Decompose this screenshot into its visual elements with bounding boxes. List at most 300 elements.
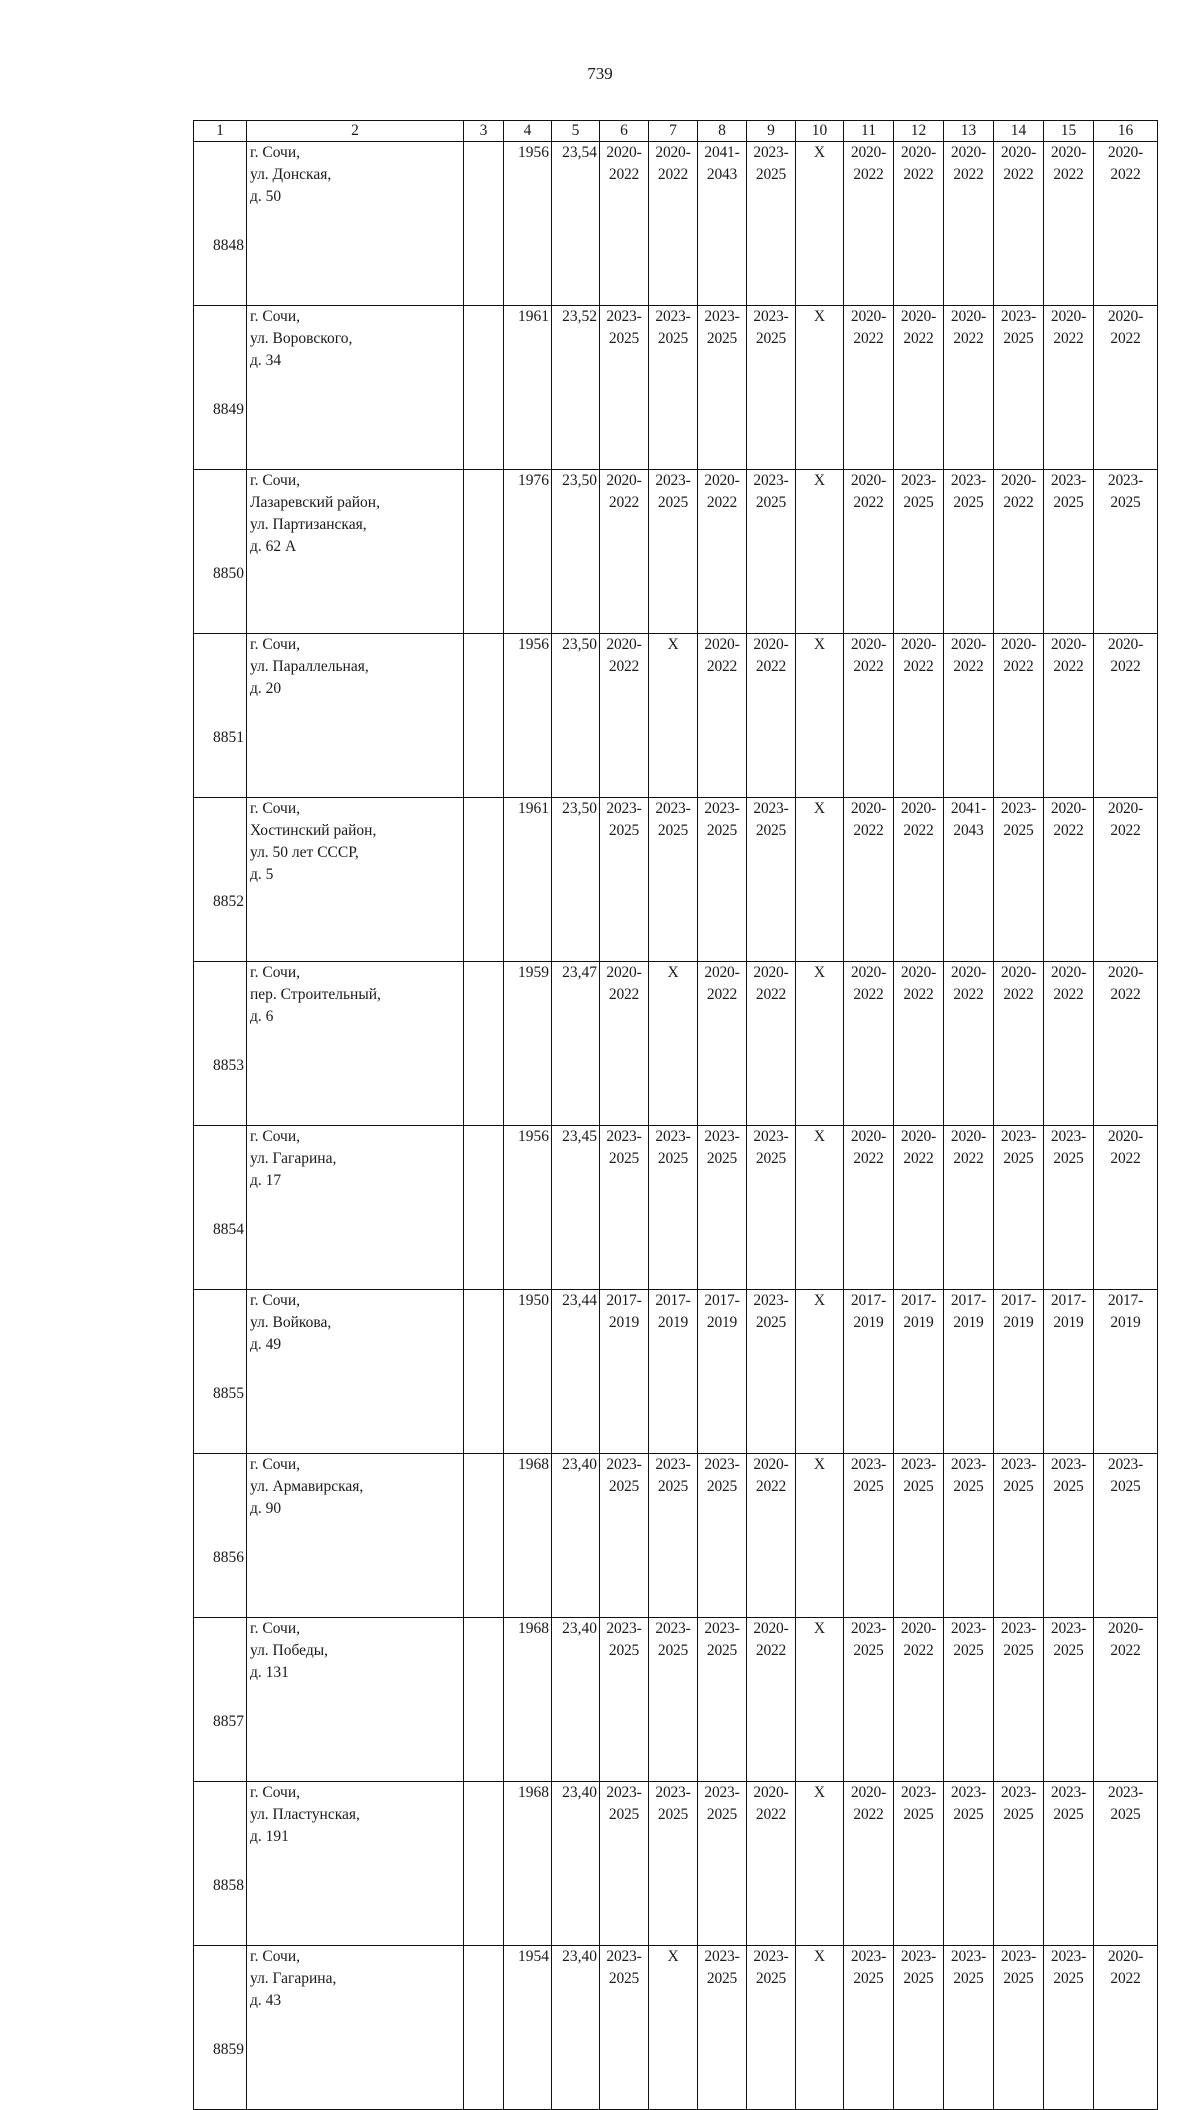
address-line: г. Сочи,	[250, 800, 301, 817]
column-10-mark: X	[796, 1946, 844, 2110]
year-built: 1959	[504, 962, 552, 1126]
period-cell-13	[944, 1782, 994, 1946]
period-cell-15	[1044, 142, 1094, 306]
period-cell-16	[1094, 1290, 1158, 1454]
period-value: 2023- 2025	[950, 472, 987, 511]
address-line: Лазаревский район,	[250, 494, 380, 511]
period-cell-12	[894, 1618, 944, 1782]
address-cell	[247, 306, 464, 470]
table-row	[194, 798, 1158, 962]
column-10-mark: X	[796, 1618, 844, 1782]
column-10-mark: X	[796, 1782, 844, 1946]
period-value: 2023- 2025	[753, 472, 789, 511]
period-value: 2017- 2019	[655, 1292, 691, 1331]
period-value: 2023- 2025	[950, 1948, 987, 1987]
period-value: 2020- 2022	[850, 308, 887, 347]
period-cell-12	[894, 798, 944, 962]
period-cell-8	[698, 1782, 747, 1946]
address-line: г. Сочи,	[250, 636, 301, 653]
address-line: д. 62 А	[250, 538, 297, 555]
period-cell-8	[698, 1454, 747, 1618]
period-value: 2023- 2025	[1000, 1128, 1037, 1167]
period-cell-6	[600, 470, 649, 634]
housing-register-table	[193, 120, 1158, 2110]
empty-cell-3	[464, 1126, 504, 1290]
period-cell-15	[1044, 1946, 1094, 2110]
period-value: 2020- 2022	[606, 636, 642, 675]
period-value: 2023- 2025	[704, 1948, 740, 1987]
address-line: ул. 50 лет СССР,	[250, 844, 359, 861]
period-value: 2023- 2025	[606, 1128, 642, 1167]
period-cell-6	[600, 1782, 649, 1946]
period-cell-9	[747, 1290, 796, 1454]
table-row	[194, 1946, 1158, 2110]
table-row	[194, 1126, 1158, 1290]
empty-cell-3	[464, 1782, 504, 1946]
period-cell-14	[994, 1290, 1044, 1454]
period-value: 2023- 2025	[704, 308, 740, 347]
address-line: д. 191	[250, 1828, 289, 1845]
period-value: 2020- 2022	[1107, 800, 1144, 839]
period-cell-13	[944, 634, 994, 798]
area-value: 23,45	[552, 1126, 600, 1290]
record-number: 8853	[194, 962, 247, 1126]
address-cell	[247, 1290, 464, 1454]
period-value: 2023- 2025	[950, 1620, 987, 1659]
period-value: 2023- 2025	[655, 308, 691, 347]
period-value: 2020- 2022	[753, 1784, 789, 1823]
period-value: 2020- 2022	[606, 472, 642, 511]
period-value: 2020- 2022	[1107, 1620, 1144, 1659]
address-cell	[247, 1126, 464, 1290]
address-line: ул. Гагарина,	[250, 1970, 337, 1987]
period-value: 2020- 2022	[1107, 1948, 1144, 1987]
period-value: 2023- 2025	[704, 1620, 740, 1659]
year-built: 1956	[504, 634, 552, 798]
empty-cell-3	[464, 470, 504, 634]
period-cell-9	[747, 1782, 796, 1946]
period-value: 2020- 2022	[704, 472, 740, 511]
period-value: 2020- 2022	[950, 308, 987, 347]
period-cell-11	[844, 1290, 894, 1454]
period-cell-6	[600, 142, 649, 306]
address-line: д. 5	[250, 866, 274, 883]
address-line: г. Сочи,	[250, 964, 301, 981]
period-value: 2020- 2022	[900, 964, 937, 1003]
year-built: 1961	[504, 798, 552, 962]
period-cell-15	[1044, 1782, 1094, 1946]
column-10-mark: X	[796, 962, 844, 1126]
column-10-mark: X	[796, 470, 844, 634]
period-cell-8	[698, 1946, 747, 2110]
period-value: 2020- 2022	[850, 472, 887, 511]
period-cell-9	[747, 798, 796, 962]
period-cell-8	[698, 470, 747, 634]
table-row	[194, 962, 1158, 1126]
year-built: 1961	[504, 306, 552, 470]
period-value: 2020- 2022	[1050, 800, 1087, 839]
period-cell-16	[1094, 1782, 1158, 1946]
area-value: 23,54	[552, 142, 600, 306]
period-value: 2023- 2025	[1107, 1784, 1144, 1823]
table-row	[194, 1782, 1158, 1946]
period-value: 2020- 2022	[900, 144, 937, 183]
period-cell-14	[994, 962, 1044, 1126]
period-value: 2020- 2022	[1107, 636, 1144, 675]
period-value: 2020- 2022	[753, 1456, 789, 1495]
address-line: пер. Строительный,	[250, 986, 381, 1003]
period-cell-13	[944, 306, 994, 470]
period-cell-11	[844, 306, 894, 470]
period-value: 2020- 2022	[606, 964, 642, 1003]
period-cell-11	[844, 962, 894, 1126]
address-line: д. 34	[250, 352, 282, 369]
period-cell-16	[1094, 1618, 1158, 1782]
period-cell-7	[649, 470, 698, 634]
year-built: 1954	[504, 1946, 552, 2110]
period-value: 2020- 2022	[900, 636, 937, 675]
period-cell-7	[649, 1618, 698, 1782]
period-cell-14	[994, 1782, 1044, 1946]
period-value: 2020- 2022	[1107, 144, 1144, 183]
period-cell-16	[1094, 1454, 1158, 1618]
address-line: г. Сочи,	[250, 1620, 301, 1637]
column-10-mark: X	[796, 142, 844, 306]
period-cell-6	[600, 1290, 649, 1454]
period-value: 2020- 2022	[850, 636, 887, 675]
period-cell-7	[649, 306, 698, 470]
period-value: 2023- 2025	[753, 1948, 789, 1987]
period-value: 2023- 2025	[704, 1784, 740, 1823]
address-line: д. 50	[250, 188, 282, 205]
empty-cell-3	[464, 962, 504, 1126]
period-cell-11	[844, 798, 894, 962]
empty-cell-3	[464, 142, 504, 306]
period-value: 2020- 2022	[1107, 964, 1144, 1003]
address-line: г. Сочи,	[250, 1292, 301, 1309]
period-cell-7: X	[649, 634, 698, 798]
period-cell-13	[944, 962, 994, 1126]
period-value: 2023- 2025	[606, 308, 642, 347]
column-header: 13	[944, 121, 994, 142]
period-cell-6	[600, 962, 649, 1126]
period-value: 2023- 2025	[1050, 1456, 1087, 1495]
period-value: 2023- 2025	[753, 1292, 789, 1331]
empty-cell-3	[464, 798, 504, 962]
period-cell-14	[994, 470, 1044, 634]
period-value: 2023- 2025	[704, 1128, 740, 1167]
period-cell-13	[944, 1946, 994, 2110]
column-header: 6	[600, 121, 649, 142]
period-value: 2023- 2025	[655, 1620, 691, 1659]
period-value: 2020- 2022	[950, 1128, 987, 1167]
period-cell-14	[994, 1946, 1044, 2110]
period-value: 2023- 2025	[606, 1620, 642, 1659]
period-value: 2023- 2025	[704, 800, 740, 839]
period-cell-7: X	[649, 962, 698, 1126]
period-value: 2023- 2025	[655, 1128, 691, 1167]
period-value: 2020- 2022	[1050, 308, 1087, 347]
column-10-mark: X	[796, 1454, 844, 1618]
table-row	[194, 306, 1158, 470]
column-header: 8	[698, 121, 747, 142]
address-line: ул. Армавирская,	[250, 1478, 364, 1495]
period-cell-7	[649, 1290, 698, 1454]
address-cell	[247, 1946, 464, 2110]
period-value: 2023- 2025	[606, 800, 642, 839]
period-value: 2020- 2022	[900, 308, 937, 347]
period-cell-12	[894, 306, 944, 470]
period-cell-13	[944, 142, 994, 306]
period-cell-15	[1044, 470, 1094, 634]
column-header: 5	[552, 121, 600, 142]
period-value: 2041- 2043	[704, 144, 740, 183]
column-10-mark: X	[796, 1290, 844, 1454]
period-cell-13	[944, 1454, 994, 1618]
period-value: 2020- 2022	[900, 800, 937, 839]
period-cell-7	[649, 1782, 698, 1946]
address-cell	[247, 1454, 464, 1618]
column-10-mark: X	[796, 798, 844, 962]
period-value: 2017- 2019	[606, 1292, 642, 1331]
address-line: ул. Параллельная,	[250, 658, 369, 675]
record-number: 8852	[194, 798, 247, 962]
address-line: г. Сочи,	[250, 1456, 301, 1473]
period-cell-14	[994, 1618, 1044, 1782]
period-value: 2023- 2025	[704, 1456, 740, 1495]
period-cell-11	[844, 1618, 894, 1782]
table-row	[194, 1454, 1158, 1618]
period-cell-14	[994, 142, 1044, 306]
period-cell-13	[944, 798, 994, 962]
address-line: ул. Войкова,	[250, 1314, 332, 1331]
area-value: 23,40	[552, 1454, 600, 1618]
table-row	[194, 142, 1158, 306]
page-number: 739	[587, 64, 613, 83]
period-value: 2020- 2022	[1107, 1128, 1144, 1167]
column-header: 10	[796, 121, 844, 142]
period-cell-9	[747, 962, 796, 1126]
address-line: д. 17	[250, 1172, 282, 1189]
period-cell-15	[1044, 1290, 1094, 1454]
column-number-row	[194, 121, 1158, 142]
period-value: 2023- 2025	[1000, 1456, 1037, 1495]
period-cell-16	[1094, 1126, 1158, 1290]
period-value: 2020- 2022	[1000, 964, 1037, 1003]
period-value: 2020- 2022	[753, 1620, 789, 1659]
period-value: 2023- 2025	[1000, 1784, 1037, 1823]
record-number: 8858	[194, 1782, 247, 1946]
area-value: 23,44	[552, 1290, 600, 1454]
area-value: 23,52	[552, 306, 600, 470]
period-cell-15	[1044, 1454, 1094, 1618]
period-cell-6	[600, 798, 649, 962]
period-value: 2023- 2025	[1050, 1620, 1087, 1659]
period-cell-16	[1094, 470, 1158, 634]
period-cell-9	[747, 470, 796, 634]
period-value: 2023- 2025	[655, 800, 691, 839]
period-cell-13	[944, 1618, 994, 1782]
period-value: 2023- 2025	[1050, 1948, 1087, 1987]
period-value: 2023- 2025	[753, 800, 789, 839]
period-value: 2020- 2022	[850, 1784, 887, 1823]
column-header: 14	[994, 121, 1044, 142]
period-cell-11	[844, 1126, 894, 1290]
period-cell-12	[894, 1946, 944, 2110]
column-header: 9	[747, 121, 796, 142]
year-built: 1956	[504, 1126, 552, 1290]
period-value: 2023- 2025	[950, 1456, 987, 1495]
address-line: ул. Победы,	[250, 1642, 329, 1659]
area-value: 23,40	[552, 1946, 600, 2110]
address-line: д. 49	[250, 1336, 282, 1353]
period-cell-16	[1094, 634, 1158, 798]
period-cell-8	[698, 1126, 747, 1290]
period-value: 2020- 2022	[753, 636, 789, 675]
period-cell-8	[698, 798, 747, 962]
address-line: д. 20	[250, 680, 282, 697]
period-cell-12	[894, 962, 944, 1126]
period-cell-16	[1094, 798, 1158, 962]
column-header: 1	[194, 121, 247, 142]
record-number: 8851	[194, 634, 247, 798]
empty-cell-3	[464, 1454, 504, 1618]
table-row	[194, 470, 1158, 634]
empty-cell-3	[464, 634, 504, 798]
area-value: 23,40	[552, 1782, 600, 1946]
year-built: 1968	[504, 1618, 552, 1782]
period-cell-7	[649, 142, 698, 306]
period-value: 2020- 2022	[655, 144, 691, 183]
address-line: д. 43	[250, 1992, 282, 2009]
address-line: ул. Гагарина,	[250, 1150, 337, 1167]
period-value: 2020- 2022	[1000, 636, 1037, 675]
period-value: 2017- 2019	[1050, 1292, 1087, 1331]
period-cell-6	[600, 306, 649, 470]
period-cell-12	[894, 1782, 944, 1946]
address-line: Хостинский район,	[250, 822, 377, 839]
address-line: г. Сочи,	[250, 308, 301, 325]
address-cell	[247, 634, 464, 798]
table-row	[194, 634, 1158, 798]
period-value: 2020- 2022	[950, 636, 987, 675]
address-line: г. Сочи,	[250, 144, 301, 161]
period-value: 2023- 2025	[753, 308, 789, 347]
year-built: 1968	[504, 1454, 552, 1618]
table-row	[194, 1618, 1158, 1782]
period-value: 2017- 2019	[704, 1292, 740, 1331]
address-cell	[247, 142, 464, 306]
period-cell-15	[1044, 1126, 1094, 1290]
column-header: 12	[894, 121, 944, 142]
period-value: 2017- 2019	[1107, 1292, 1144, 1331]
year-built: 1968	[504, 1782, 552, 1946]
period-value: 2023- 2025	[606, 1456, 642, 1495]
period-cell-12	[894, 1126, 944, 1290]
period-cell-11	[844, 470, 894, 634]
period-value: 2020- 2022	[704, 964, 740, 1003]
period-value: 2023- 2025	[1050, 1784, 1087, 1823]
period-value: 2020- 2022	[1107, 308, 1144, 347]
period-cell-8	[698, 306, 747, 470]
period-value: 2023- 2025	[1050, 472, 1087, 511]
period-value: 2023- 2025	[900, 472, 937, 511]
period-value: 2023- 2025	[1000, 1948, 1037, 1987]
period-value: 2023- 2025	[606, 1784, 642, 1823]
address-line: ул. Партизанская,	[250, 516, 367, 533]
area-value: 23,40	[552, 1618, 600, 1782]
period-cell-8	[698, 1290, 747, 1454]
period-value: 2020- 2022	[1050, 144, 1087, 183]
address-line: д. 6	[250, 1008, 274, 1025]
address-line: г. Сочи,	[250, 1948, 301, 1965]
period-value: 2023- 2025	[850, 1456, 887, 1495]
period-cell-7: X	[649, 1946, 698, 2110]
period-cell-15	[1044, 962, 1094, 1126]
period-cell-8	[698, 142, 747, 306]
period-cell-12	[894, 1290, 944, 1454]
period-cell-9	[747, 1946, 796, 2110]
record-number: 8856	[194, 1454, 247, 1618]
period-value: 2023- 2025	[900, 1456, 937, 1495]
period-value: 2023- 2025	[655, 1784, 691, 1823]
period-cell-15	[1044, 634, 1094, 798]
address-line: г. Сочи,	[250, 1128, 301, 1145]
period-cell-14	[994, 1454, 1044, 1618]
period-value: 2020- 2022	[1050, 636, 1087, 675]
period-value: 2020- 2022	[704, 636, 740, 675]
period-value: 2020- 2022	[850, 964, 887, 1003]
period-value: 2023- 2025	[850, 1948, 887, 1987]
table-row	[194, 1290, 1158, 1454]
period-value: 2023- 2025	[1000, 1620, 1037, 1659]
period-value: 2023- 2025	[1050, 1128, 1087, 1167]
area-value: 23,50	[552, 470, 600, 634]
period-value: 2017- 2019	[1000, 1292, 1037, 1331]
period-value: 2017- 2019	[950, 1292, 987, 1331]
period-value: 2023- 2025	[753, 144, 789, 183]
address-cell	[247, 798, 464, 962]
period-value: 2023- 2025	[1107, 472, 1144, 511]
period-value: 2017- 2019	[900, 1292, 937, 1331]
period-cell-13	[944, 1290, 994, 1454]
period-value: 2020- 2022	[850, 800, 887, 839]
period-cell-11	[844, 634, 894, 798]
period-value: 2020- 2022	[1000, 472, 1037, 511]
period-cell-11	[844, 1782, 894, 1946]
period-value: 2023- 2025	[655, 1456, 691, 1495]
period-value: 2023- 2025	[900, 1948, 937, 1987]
period-cell-16	[1094, 962, 1158, 1126]
column-10-mark: X	[796, 306, 844, 470]
period-value: 2041- 2043	[950, 800, 987, 839]
period-cell-9	[747, 142, 796, 306]
period-cell-16	[1094, 1946, 1158, 2110]
period-value: 2020- 2022	[753, 964, 789, 1003]
period-cell-9	[747, 1126, 796, 1290]
period-cell-12	[894, 1454, 944, 1618]
column-header: 15	[1044, 121, 1094, 142]
address-line: ул. Воровского,	[250, 330, 353, 347]
period-cell-12	[894, 142, 944, 306]
area-value: 23,47	[552, 962, 600, 1126]
period-value: 2020- 2022	[900, 1128, 937, 1167]
period-cell-12	[894, 470, 944, 634]
period-value: 2020- 2022	[900, 1620, 937, 1659]
address-line: д. 90	[250, 1500, 282, 1517]
record-number: 8849	[194, 306, 247, 470]
period-cell-7	[649, 1454, 698, 1618]
